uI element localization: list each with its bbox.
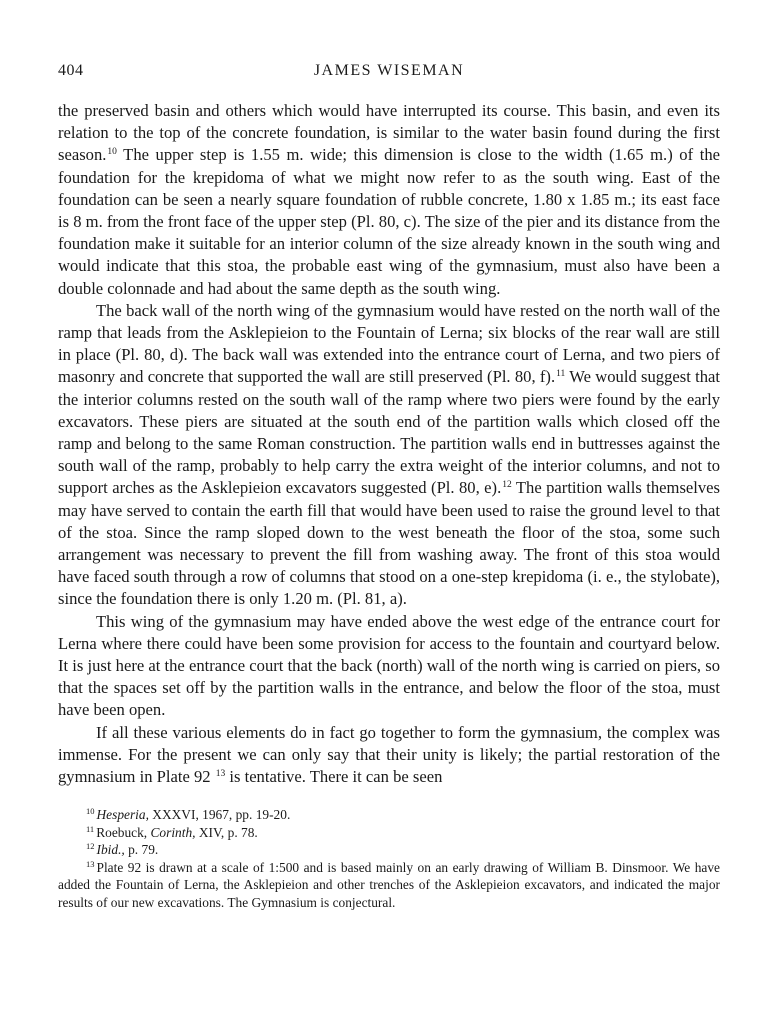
footnote-10 (58, 806, 720, 824)
footnote-mark: 10 (86, 806, 95, 817)
footnote-reference: 13 (215, 769, 226, 780)
footnote-text: XXXVI, 1967, pp. 19-20. (148, 807, 291, 823)
footnote-text: Plate 92 is drawn at a scale of 1:500 and is based mainly on an early drawing of William B. Dinsmoor. We have added the Fountain of Lerna, the Asklepieion and other trenches of the Asklepieion excavators, and indicated the major results of our new excavations. The Gymnasium is conjectural. (58, 859, 720, 910)
footnote-12 (58, 841, 720, 859)
running-head (58, 62, 720, 84)
footnote-mark: 13 (86, 858, 95, 869)
paragraph-text: is tentative. There it can be seen (225, 767, 443, 787)
footnote-reference: 10 (107, 147, 117, 158)
paragraph (58, 722, 720, 789)
running-title: JAMES WISEMAN (313, 62, 465, 79)
paragraph-text: We would suggest that the interior columns rested on the south wall of the ramp where two piers were found by the early excavators. These piers are situated at the south end of the partition walls which closed off the ramp and belong to the same Roman construction. The partition walls end in buttresses against the south wall of the ramp, probably to help carry the extra weight of the interior columns, and not to support arches as the Asklepieion excavators suggested (Pl. 80, e). (58, 367, 720, 498)
footnotes (58, 806, 720, 911)
footnote-reference: 11 (556, 369, 566, 380)
paragraph (58, 100, 720, 300)
paragraph-text: The partition walls themselves may have served to contain the earth fill that would have been used to raise the ground level to that of the stoa. Since the ramp sloped down to the west beneath the floor of the stoa, some such arrangement was necessary to prevent the fill from washing away. The front of this stoa would have faced south through a row of columns that stood on a one-step krepidoma (i. e., the stylobate), since the foundation there is only 1.20 m. (Pl. 81, a). (58, 478, 721, 609)
paragraph-text: The upper step is 1.55 m. wide; this dimension is close to the width (1.65 m.) of the foundation for the krepidoma of what we might now refer to as the south wing. East of the foundation can be seen a nearly square foundation of rubble concrete, 1.80 x 1.85 m.; its east face is 8 m. from the front face of the upper step (Pl. 80, c). The size of the pier and its distance from the foundation make it suitable for an interior column of the size already known in the south wing and would indicate that this stoa, the probable east wing of the gymnasium, must also have been a double colonnade and had about the same depth as the south wing. (58, 145, 720, 298)
paragraph (58, 611, 720, 722)
page (58, 62, 720, 911)
footnote-citation-title: Corinth, (150, 824, 196, 840)
body-text (58, 100, 720, 788)
footnote-text: p. 79. (124, 842, 159, 858)
footnote-13 (58, 859, 720, 912)
footnote-11 (58, 824, 720, 842)
paragraph-text: The back wall of the north wing of the gymnasium would have rested on the north wall of the ramp that leads from the Asklepieion to the Fountain of Lerna; six blocks of the rear wall are still in place (Pl. 80, d). The back wall was extended into the entrance court of Lerna, and two piers of masonry and concrete that supported the wall are still preserved (Pl. 80, f). (58, 300, 720, 387)
paragraph-text: If all these various elements do in fact go together to form the gymnasium, the complex was immense. For the present we can only say that their unity is likely; the partial restoration of the gymnasium in Plate 92 (58, 722, 720, 787)
paragraph (58, 300, 720, 611)
footnote-author: Roebuck, (96, 824, 151, 840)
paragraph-text: This wing of the gymnasium may have ended above the west edge of the entrance court for Lerna where there could have been some provision for access to the fountain and courtyard below. It is just here at the entrance court that the back (north) wall of the north wing is carried on piers, so that the spaces set off by the partition walls in the entrance, and below the floor of the stoa, must have been open. (58, 611, 720, 720)
footnote-citation-title: Ibid., (96, 842, 125, 858)
footnote-mark: 11 (86, 823, 95, 834)
footnote-mark: 12 (86, 841, 95, 852)
footnote-citation-title: Hesperia, (96, 807, 149, 823)
paragraph-text: the preserved basin and others which would have interrupted its course. This basin, and even its relation to the top of the concrete foundation, is similar to the water basin found during the first season. (58, 101, 720, 165)
footnote-reference: 12 (502, 480, 512, 491)
page-number: 404 (58, 62, 84, 79)
footnote-text: XIV, p. 78. (195, 824, 258, 840)
